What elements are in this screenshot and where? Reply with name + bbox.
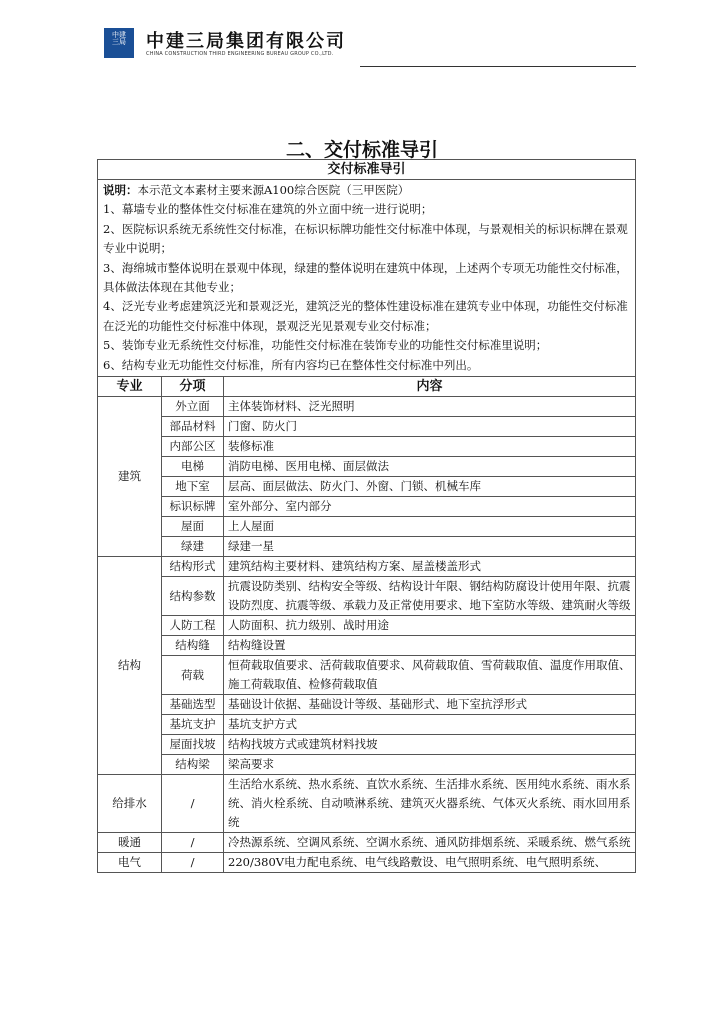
table-row (98, 477, 636, 497)
content-cell: 层高、面层做法、防火门、外窗、门锁、机械车库 (224, 477, 636, 497)
table-row (98, 735, 636, 755)
content-cell: 220/380V电力配电系统、电气线路敷设、电气照明系统、电气照明系统、 (224, 853, 636, 873)
header-divider (360, 66, 636, 67)
table-row (98, 417, 636, 437)
content-cell: 抗震设防类别、结构安全等级、结构设计年限、钢结构防腐设计使用年限、抗震设防烈度、抗震等级、承载力及正常使用要求、地下室防水等级、建筑耐火等级 (224, 577, 636, 616)
description-line: 6、结构专业无功能性交付标准，所有内容均已在整体性交付标准中列出。 (103, 357, 479, 372)
table-row (98, 557, 636, 577)
item-cell: / (162, 833, 224, 853)
content-cell: 梁高要求 (224, 755, 636, 775)
item-cell: 结构形式 (162, 557, 224, 577)
item-cell: 基础选型 (162, 695, 224, 715)
table-caption-row (98, 160, 636, 180)
column-header-discipline: 专业 (98, 377, 162, 397)
item-cell: 内部公区 (162, 437, 224, 457)
item-cell: / (162, 853, 224, 873)
table-row (98, 616, 636, 636)
content-cell: 建筑结构主要材料、建筑结构方案、屋盖楼盖形式 (224, 557, 636, 577)
column-header-item: 分项 (162, 377, 224, 397)
content-cell: 绿建一星 (224, 537, 636, 557)
document-title: 二、交付标准导引 (285, 139, 438, 161)
description-label: 说明： (103, 183, 138, 197)
column-header-content: 内容 (224, 377, 636, 397)
description-line: 3、海绵城市整体说明在景观中体现，绿建的整体说明在建筑中体现，上述两个专项无功能性交付标准，具体做法体现在其他专业； (103, 260, 628, 295)
description-line: 1、幕墙专业的整体性交付标准在建筑的外立面中统一进行说明； (103, 202, 433, 217)
company-logo (104, 28, 134, 58)
content-cell: 室外部分、室内部分 (224, 497, 636, 517)
table-caption: 交付标准导引 (98, 160, 636, 180)
table-row (98, 853, 636, 873)
item-cell: 部品材料 (162, 417, 224, 437)
item-cell: 地下室 (162, 477, 224, 497)
item-cell: 外立面 (162, 397, 224, 417)
item-cell: / (162, 775, 224, 833)
content-cell: 门窗、防火门 (224, 417, 636, 437)
column-header-row (98, 377, 636, 397)
item-cell: 人防工程 (162, 616, 224, 636)
discipline-cell: 建筑 (98, 397, 162, 557)
item-cell: 基坑支护 (162, 715, 224, 735)
table-row (98, 517, 636, 537)
item-cell: 电梯 (162, 457, 224, 477)
logo-text-line-1: 中建 (112, 31, 126, 39)
item-cell: 绿建 (162, 537, 224, 557)
content-cell: 人防面积、抗力级别、战时用途 (224, 616, 636, 636)
description-row (98, 180, 636, 377)
company-name-cn: 中建三局集团有限公司 (146, 31, 346, 52)
table-row (98, 695, 636, 715)
table-row (98, 833, 636, 853)
item-cell: 屋面找坡 (162, 735, 224, 755)
content-cell: 主体装饰材料、泛光照明 (224, 397, 636, 417)
delivery-standard-table (97, 159, 636, 873)
content-cell: 结构找坡方式或建筑材料找坡 (224, 735, 636, 755)
item-cell: 结构缝 (162, 636, 224, 656)
content-cell: 基坑支护方式 (224, 715, 636, 735)
logo-text-line-2: 三局 (112, 38, 126, 46)
discipline-cell: 电气 (98, 853, 162, 873)
table-row (98, 497, 636, 517)
content-cell: 冷热源系统、空调风系统、空调水系统、通风防排烟系统、采暖系统、燃气系统 (224, 833, 636, 853)
discipline-cell: 给排水 (98, 775, 162, 833)
company-name-en: CHINA CONSTRUCTION THIRD ENGINEERING BUREAU GROUP CO.,LTD. (146, 51, 334, 57)
description-intro-text: 本示范文本素材主要来源A100综合医院（三甲医院） (137, 183, 410, 197)
description-line: 5、装饰专业无系统性交付标准，功能性交付标准在装饰专业的功能性交付标准里说明； (103, 338, 548, 353)
content-cell: 基础设计依据、基础设计等级、基础形式、地下室抗浮形式 (224, 695, 636, 715)
page-header (104, 26, 636, 68)
table-row (98, 537, 636, 557)
description-intro (103, 181, 630, 200)
table-row (98, 437, 636, 457)
item-cell: 结构梁 (162, 755, 224, 775)
content-cell: 生活给水系统、热水系统、直饮水系统、生活排水系统、医用纯水系统、雨水系统、消火栓系统、自动喷淋系统、建筑灭火器系统、气体灭火系统、雨水回用系统 (224, 775, 636, 833)
content-cell: 装修标准 (224, 437, 636, 457)
item-cell: 结构参数 (162, 577, 224, 616)
table-row (98, 577, 636, 616)
content-cell: 恒荷载取值要求、活荷载取值要求、风荷载取值、雪荷载取值、温度作用取值、施工荷载取值、检修荷载取值 (224, 656, 636, 695)
table-row (98, 656, 636, 695)
discipline-cell: 结构 (98, 557, 162, 775)
item-cell: 荷载 (162, 656, 224, 695)
description-line: 4、泛光专业考虑建筑泛光和景观泛光，建筑泛光的整体性建设标准在建筑专业中体现，功能性交付标准在泛光的功能性交付标准中体现，景观泛光见景观专业交付标准； (103, 299, 628, 333)
discipline-cell: 暖通 (98, 833, 162, 853)
table-row (98, 397, 636, 417)
table-row (98, 775, 636, 833)
content-cell: 上人屋面 (224, 517, 636, 537)
table-row (98, 636, 636, 656)
content-cell: 结构缝设置 (224, 636, 636, 656)
item-cell: 标识标牌 (162, 497, 224, 517)
description-cell (98, 180, 636, 377)
table-row (98, 715, 636, 735)
item-cell: 屋面 (162, 517, 224, 537)
description-line: 2、医院标识系统无系统性交付标准，在标识标牌功能性交付标准中体现，与景观相关的标识标牌在景观专业中说明； (103, 221, 628, 256)
content-cell: 消防电梯、医用电梯、面层做法 (224, 457, 636, 477)
table-row (98, 755, 636, 775)
table-row (98, 457, 636, 477)
